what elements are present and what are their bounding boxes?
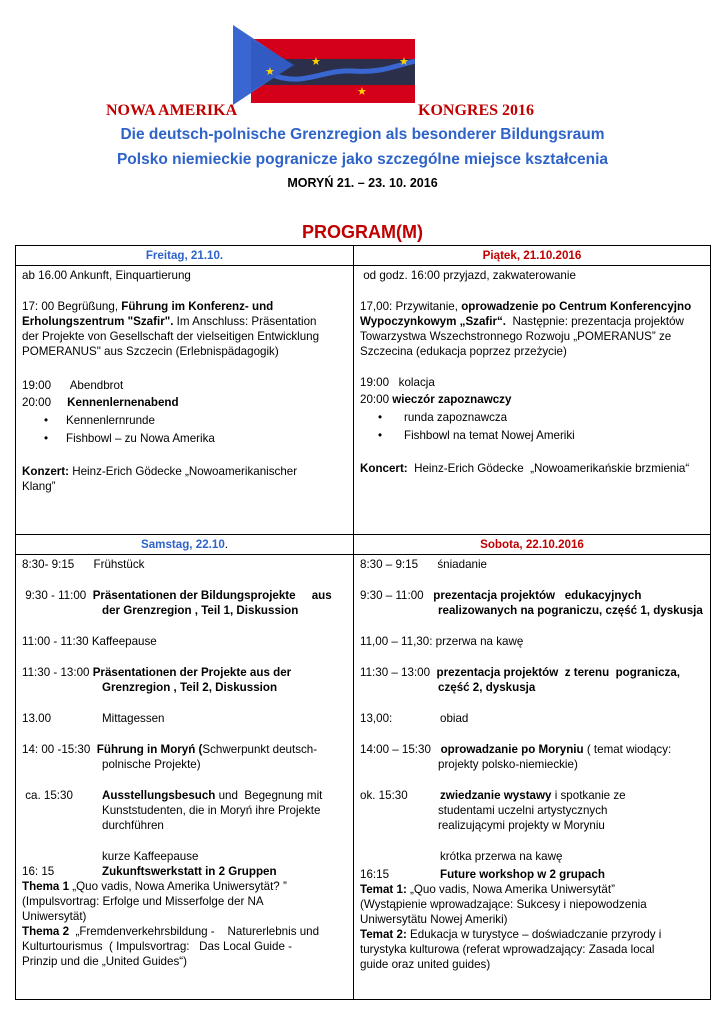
day1-pl-welcome: 17,00: Przywitanie, oprowadzenie po Centrum Konferencyjno [360, 300, 692, 313]
day1-de-concert: Konzert: Heinz-Erich Gödecke „Nowoamerikanischer [22, 465, 298, 478]
day2-pl-lunch: 13,00: obiad [360, 712, 469, 725]
day2-content-row [16, 555, 711, 1000]
subtitle-german: Die deutsch-polnische Grenzregion als besonderer Bildungsraum [120, 126, 605, 143]
day1-pl-heading: Piątek, 21.10.2016 [354, 246, 711, 266]
day2-de-tour: 14: 00 -15:30 Führung in Moryń (Schwerpunkt deutsch- [22, 743, 318, 756]
day1-de-heading: Freitag, 21.10. [16, 246, 354, 266]
day1-de-cell: ab 16.00 Ankunft, Einquartierung 17: 00 Begrüßung, Führung im Konferenz- und Erholungszentrum "Szafir". Im Anschluss: Präsentation der Projekte von Gesellschaft der vielseitigen Entwicklung POMERANUS" aus Szczecin (Erlebnispädagogik) 19:00 Abendbrot 20:00 Kennenlernenabend • Kennenlernrunde • Fishbowl – zu Nowa Amerika Konzert: Heinz-Erich Gödecke „Nowoamerikanischer Klang” [16, 266, 354, 535]
day2-de-lunch: 13.00 Mittagessen [22, 712, 165, 725]
event-dates: MORYŃ 21. – 23. 10. 2016 [287, 176, 438, 190]
day1-pl-cell: od godz. 16:00 przyjazd, zakwaterowanie 17,00: Przywitanie, oprowadzenie po Centrum Konferencyjno Wypoczynkowym „Szafir“. Następnie: prezentacja projektów Towarzystwa Wszechstronnego Rozwoju „POMERANUS” ze Szczecina (edukacja poprzez przeżycie) 19:00 kolacja 20:00 wieczór zapoznawczy • runda zapoznawcza • Fishbowl na temat Nowej Ameriki Koncert: Heinz-Erich Gödecke „Nowoamerikańskie brzmienia“ [354, 266, 711, 535]
day2-pl-exhibition: ok. 15:30 zwiedzanie wystawy i spotkanie ze [360, 789, 626, 802]
day2-pl-tour: 14:00 – 15:30 oprowadzanie po Moryniu ( temat wiodący: [360, 743, 672, 756]
day2-pl-coffee: 11,00 – 11,30: przerwa na kawę [360, 635, 524, 648]
nowa-amerika-flag-logo [233, 25, 415, 105]
day1-pl-evening: 20:00 wieczór zapoznawczy [360, 393, 512, 406]
day2-de-topic2: Thema 2 „Fremdenverkehrsbildung - Naturerlebnis und [22, 925, 320, 938]
day2-de-heading: Samstag, 22.10. [16, 535, 354, 555]
svg-text:★: ★ [311, 56, 321, 68]
day2-pl-session2: 11:30 – 13:00 prezentacja projektów z terenu pogranicza, [360, 666, 681, 679]
day1-header-row [16, 246, 711, 266]
day2-pl-topic1: Temat 1: „Quo vadis, Nowa Amerika Uniwersytät” [360, 883, 615, 896]
title-nowa-amerika: NOWA AMERIKA [106, 102, 238, 119]
day2-de-cell: 8:30- 9:15 Frühstück 9:30 - 11:00 Präsentationen der Bildungsprojekte aus der Grenzregion , Teil 1, Diskussion 11:00 - 11:30 Kaffeepause 11:30 - 13:00 Präsentationen der Projekte aus der Grenzregion , Teil 2, Diskussion 13.00 Mittagessen 14: 00 -15:30 Führung in Moryń (Schwerpunkt deutsch- polnische Projekte) ca. 15:30 Ausstellungsbesuch und Begegnung mit Kunststudenten, die in Moryń ihre Projekte durchführen kurze Kaffeepause 16: 15 Zukunftswerkstatt in 2 Gruppen Thema 1 „Quo vadis, Nowa Amerika Uniwersytät? ” (Impulsvortrag: Erfolge und Misserfolge der NA Uniwersytät) Thema 2 „Fremdenverkehrsbildung - Naturerlebnis und Kulturtourismus ( Impulsvortrag: Das Local Guide - Prinzip und die „United Guides“) [16, 555, 354, 1000]
program-heading: PROGRAM(M) [302, 222, 423, 242]
day2-de-break: kurze Kaffeepause [102, 850, 199, 863]
day2-pl-session1: 9:30 – 11:00 prezentacja projektów edukacyjnych [360, 589, 642, 602]
day1-pl-arrival: od godz. 16:00 przyjazd, zakwaterowanie [360, 269, 576, 282]
day1-content-row [16, 266, 711, 535]
title-kongres: KONGRES 2016 [418, 102, 535, 119]
day2-de-session1: 9:30 - 11:00 Präsentationen der Bildungsprojekte aus [22, 589, 332, 602]
subtitle-polish: Polsko niemieckie pogranicze jako szczególne miejsce kształcenia [116, 151, 609, 168]
day2-de-session2: 11:30 - 13:00 Präsentationen der Projekte aus der [22, 666, 292, 679]
list-item: • Kennenlernrunde [44, 414, 155, 427]
day2-de-exhibition: ca. 15:30 Ausstellungsbesuch und Begegnung mit [22, 789, 323, 802]
list-item: • Fishbowl – zu Nowa Amerika [44, 432, 215, 445]
day2-de-workshop: 16: 15 Zukunftswerkstatt in 2 Gruppen [22, 865, 277, 878]
svg-text:★: ★ [265, 66, 275, 78]
day2-pl-break: krótka przerwa na kawę [440, 850, 563, 863]
list-item: • runda zapoznawcza [378, 411, 508, 424]
program-table [15, 245, 711, 1000]
day1-de-arrival: ab 16.00 Ankunft, Einquartierung [22, 269, 191, 282]
day1-pl-dinner: 19:00 kolacja [360, 376, 435, 389]
day1-de-evening: 20:00 Kennenlernenabend [22, 396, 179, 409]
day1-de-dinner: 19:00 Abendbrot [22, 379, 124, 392]
day2-pl-breakfast: 8:30 – 9:15 śniadanie [360, 558, 487, 571]
day2-de-coffee: 11:00 - 11:30 Kaffeepause [22, 635, 157, 648]
day2-de-breakfast: 8:30- 9:15 Frühstück [22, 558, 145, 571]
svg-text:★: ★ [399, 56, 409, 68]
day1-de-welcome: 17: 00 Begrüßung, Führung im Konferenz- und [22, 300, 274, 313]
svg-text:★: ★ [357, 86, 367, 98]
day2-pl-heading: Sobota, 22.10.2016 [354, 535, 711, 555]
day2-de-topic1: Thema 1 „Quo vadis, Nowa Amerika Uniwersytät? ” [22, 880, 287, 893]
day2-pl-topic2: Temat 2: Edukacja w turystyce – doświadczanie przyrody i [360, 928, 662, 941]
day2-header-row [16, 535, 711, 555]
day2-pl-workshop: 16:15 Future workshop w 2 grupach [360, 868, 605, 881]
day2-pl-cell: 8:30 – 9:15 śniadanie 9:30 – 11:00 prezentacja projektów edukacyjnych realizowanych na pograniczu, część 1, dyskusja 11,00 – 11,30: przerwa na kawę 11:30 – 13:00 prezentacja projektów z terenu pogranicza, część 2, dyskusja 13,00: obiad 14:00 – 15:30 oprowadzanie po Moryniu ( temat wiodący: projekty polsko-niemieckie) ok. 15:30 zwiedzanie wystawy i spotkanie ze studentami uczelni artystycznych realizującymi projekty w Moryniu krótka przerwa na kawę 16:15 Future workshop w 2 grupach Temat 1: „Quo vadis, Nowa Amerika Uniwersytät” (Wystąpienie wprowadzające: Sukcesy i niepowodzenia Uniwersytätu Nowej Ameriki) Temat 2: Edukacja w turystyce – doświadczanie przyrody i turystyka kulturowa (referat wprowadzający: Zasada local guide oraz united guides) [354, 555, 711, 1000]
list-item: • Fishbowl na temat Nowej Ameriki [378, 429, 575, 442]
day1-pl-concert: Koncert: Heinz-Erich Gödecke „Nowoamerikańskie brzmienia“ [360, 462, 690, 475]
